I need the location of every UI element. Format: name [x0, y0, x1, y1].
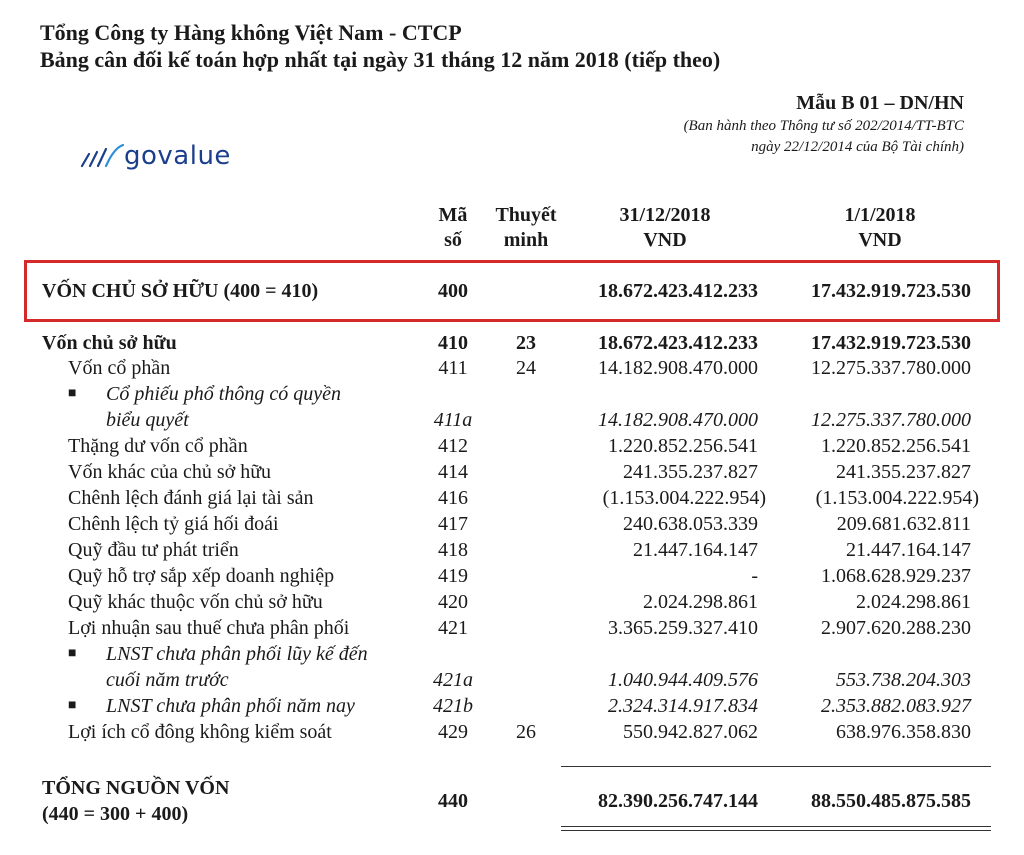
- row-label: TỔNG NGUỒN VỐN: [42, 777, 230, 799]
- row-label: LNST chưa phân phối lũy kế đến: [106, 643, 368, 665]
- row-code: 412: [438, 435, 468, 457]
- row-code: 416: [438, 487, 468, 509]
- row-code: 411a: [433, 409, 473, 431]
- company-name: Tổng Công ty Hàng không Việt Nam - CTCP: [40, 20, 462, 45]
- bullet-icon: ■: [68, 646, 77, 661]
- row-label-line-2: cuối năm trước: [106, 669, 229, 691]
- equity-total-row: [0, 278, 1024, 304]
- row-label-line-2: (440 = 300 + 400): [42, 803, 189, 825]
- row-value-2018-12-31: 241.355.237.827: [623, 461, 758, 483]
- total-bottom-rule-2: [561, 830, 991, 831]
- row-value-2018-01-01: 2.353.882.083.927: [821, 695, 971, 717]
- row-value-2018-01-01: 17.432.919.723.530: [811, 332, 971, 354]
- table-row: [0, 589, 1024, 615]
- bullet-icon: ■: [68, 386, 77, 401]
- row-note: 23: [516, 332, 536, 354]
- row-code: 414: [438, 461, 468, 483]
- row-label: Lợi ích cổ đông không kiểm soát: [68, 721, 332, 743]
- row-value-2018-12-31: 1.040.944.409.576: [608, 669, 758, 691]
- table-row: [0, 459, 1024, 485]
- row-label: Lợi nhuận sau thuế chưa phân phối: [68, 617, 350, 639]
- row-label: Quỹ đầu tư phát triển: [68, 539, 239, 561]
- table-row: [0, 563, 1024, 589]
- row-code: 421: [438, 617, 468, 639]
- row-value-2018-01-01: 553.738.204.303: [836, 669, 971, 691]
- table-row-continued: [0, 407, 1024, 433]
- row-value-2018-12-31: 3.365.259.327.410: [608, 617, 758, 639]
- table-row: [0, 615, 1024, 641]
- row-label: Quỹ khác thuộc vốn chủ sở hữu: [68, 591, 323, 613]
- row-value-2018-12-31: 18.672.423.412.233: [598, 280, 758, 302]
- row-value-2018-01-01: 1.220.852.256.541: [821, 435, 971, 457]
- row-label: Cổ phiếu phổ thông có quyền: [106, 383, 341, 405]
- row-value-2018-01-01: 638.976.358.830: [836, 721, 971, 743]
- row-code: 421b: [433, 695, 473, 717]
- row-code: 421a: [433, 669, 473, 691]
- row-value-2018-12-31: 1.220.852.256.541: [608, 435, 758, 457]
- bullet-icon: ■: [68, 698, 77, 713]
- column-header-31-12-2018: 31/12/2018 VND: [619, 204, 711, 251]
- total-top-rule: [561, 766, 991, 767]
- row-value-2018-12-31: 2.024.298.861: [643, 591, 758, 613]
- row-code: 420: [438, 591, 468, 613]
- row-note: 26: [516, 721, 536, 743]
- logo-mark-icon: [80, 142, 124, 170]
- row-label: Chênh lệch tỷ giá hối đoái: [68, 513, 279, 535]
- table-row: [0, 381, 1024, 407]
- report-title: Bảng cân đối kế toán hợp nhất tại ngày 31 tháng 12 năm 2018 (tiếp theo): [40, 47, 721, 72]
- table-row-continued: [0, 667, 1024, 693]
- row-code: 410: [438, 332, 468, 354]
- row-code: 419: [438, 565, 468, 587]
- table-row: [0, 511, 1024, 537]
- row-value-2018-12-31: -: [751, 565, 758, 587]
- row-value-2018-01-01: 209.681.632.811: [836, 513, 971, 535]
- row-value-2018-12-31: 21.447.164.147: [633, 539, 758, 561]
- logo-text: govalue: [124, 141, 231, 171]
- table-row: [0, 355, 1024, 381]
- form-note-line-1: (Ban hành theo Thông tư số 202/2014/TT-BTC: [683, 118, 964, 134]
- row-label: Vốn chủ sở hữu: [42, 332, 177, 354]
- row-label: Vốn khác của chủ sở hữu: [68, 461, 272, 483]
- column-header-code: Mã số: [438, 204, 468, 251]
- row-value-2018-01-01: 1.068.628.929.237: [821, 565, 971, 587]
- row-value-2018-01-01: 88.550.485.875.585: [811, 790, 971, 812]
- row-code: 429: [438, 721, 468, 743]
- row-value-2018-12-31: 550.942.827.062: [623, 721, 758, 743]
- row-label: Chênh lệch đánh giá lại tài sản: [68, 487, 314, 509]
- row-value-2018-01-01: 12.275.337.780.000: [811, 357, 971, 379]
- row-value-2018-12-31: 14.182.908.470.000: [598, 357, 758, 379]
- row-label: Thặng dư vốn cổ phần: [68, 435, 248, 457]
- total-bottom-rule-1: [561, 826, 991, 827]
- row-value-2018-12-31: 2.324.314.917.834: [608, 695, 758, 717]
- form-note-line-2: ngày 22/12/2014 của Bộ Tài chính): [751, 139, 964, 155]
- row-value-2018-01-01: (1.153.004.222.954): [815, 487, 979, 509]
- table-row: [0, 433, 1024, 459]
- row-value-2018-01-01: 2.024.298.861: [856, 591, 971, 613]
- row-label: LNST chưa phân phối năm nay: [106, 695, 355, 717]
- row-value-2018-12-31: 240.638.053.339: [623, 513, 758, 535]
- row-code: 411: [438, 357, 468, 379]
- row-code: 418: [438, 539, 468, 561]
- form-code: Mẫu B 01 – DN/HN: [796, 92, 964, 114]
- row-value-2018-01-01: 21.447.164.147: [846, 539, 971, 561]
- table-row: [0, 485, 1024, 511]
- table-row: [0, 537, 1024, 563]
- row-value-2018-01-01: 2.907.620.288.230: [821, 617, 971, 639]
- column-header-note: Thuyết minh: [495, 204, 557, 251]
- column-header-1-1-2018: 1/1/2018 VND: [844, 204, 916, 251]
- row-code: 440: [438, 790, 468, 812]
- row-note: 24: [516, 357, 536, 379]
- row-value-2018-01-01: 17.432.919.723.530: [811, 280, 971, 302]
- row-value-2018-01-01: 12.275.337.780.000: [811, 409, 971, 431]
- row-code: 417: [438, 513, 468, 535]
- table-row: [0, 719, 1024, 745]
- table-row: [0, 693, 1024, 719]
- row-label-line-2: biểu quyết: [106, 409, 189, 431]
- row-value-2018-01-01: 241.355.237.827: [836, 461, 971, 483]
- row-value-2018-12-31: (1.153.004.222.954): [602, 487, 766, 509]
- row-value-2018-12-31: 14.182.908.470.000: [598, 409, 758, 431]
- row-value-2018-12-31: 82.390.256.747.144: [598, 790, 758, 812]
- row-label: Vốn cổ phần: [68, 357, 171, 379]
- row-code: 400: [438, 280, 468, 302]
- row-label: VỐN CHỦ SỞ HỮU (400 = 410): [42, 280, 319, 302]
- total-values: [0, 788, 1024, 814]
- row-label: Quỹ hỗ trợ sắp xếp doanh nghiệp: [68, 565, 335, 587]
- govalue-logo: [80, 140, 231, 172]
- row-value-2018-12-31: 18.672.423.412.233: [598, 332, 758, 354]
- table-row: [0, 641, 1024, 667]
- table-row: [0, 330, 1024, 356]
